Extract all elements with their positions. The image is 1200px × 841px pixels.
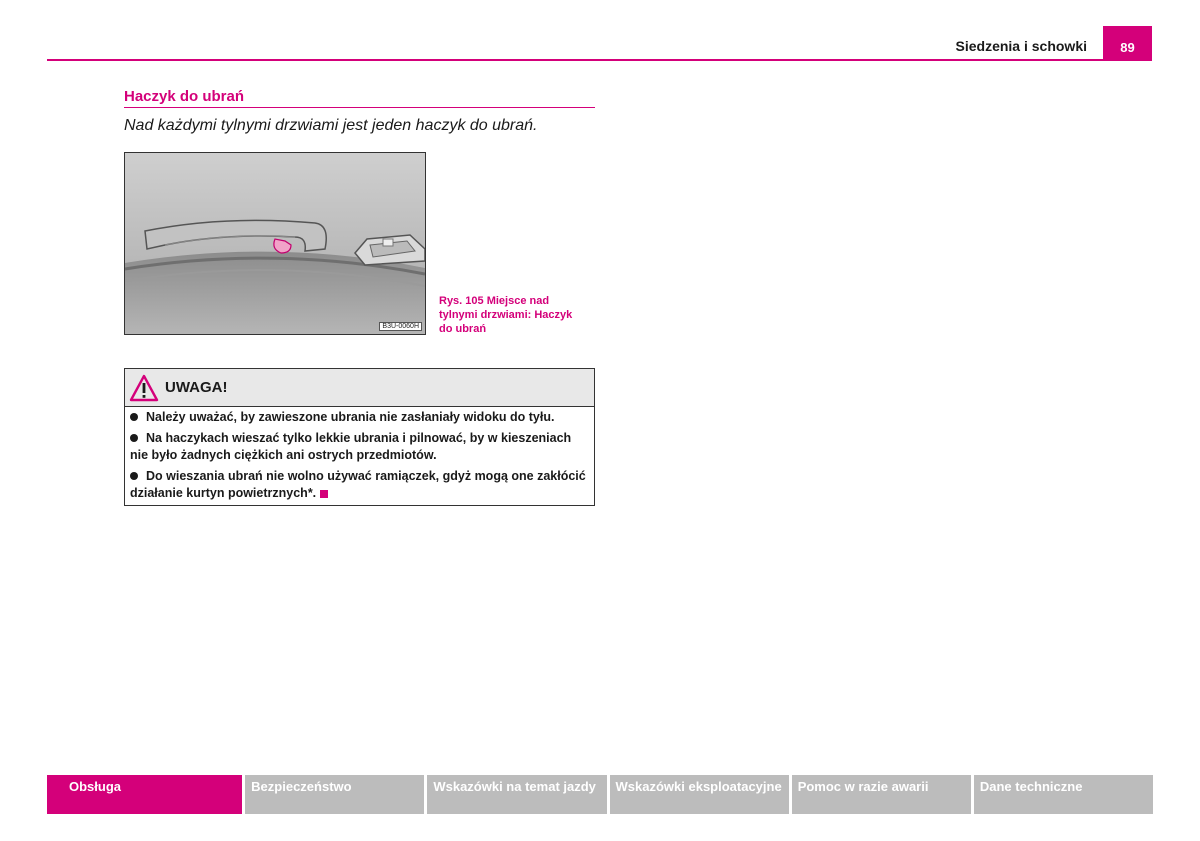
- intro-text: Nad każdymi tylnymi drzwiami jest jeden haczyk do ubrań.: [124, 117, 538, 134]
- tab-pomoc-awarii[interactable]: Pomoc w razie awarii: [792, 775, 971, 814]
- tab-wskazowki-jazdy[interactable]: Wskazówki na temat jazdy: [427, 775, 606, 814]
- page-number: 89: [1103, 26, 1152, 60]
- bullet-icon: [130, 434, 138, 442]
- end-of-section-icon: [320, 490, 328, 498]
- warning-item: Należy uważać, by zawieszone ubrania nie zasłaniały widoku do tyłu.: [130, 409, 586, 426]
- warning-item: Do wieszania ubrań nie wolno używać ramiączek, gdyż mogą one zakłócić działanie kurtyn powietrznych*.: [130, 469, 586, 500]
- figure-caption: Rys. 105 Miejsce nad tylnymi drzwiami: Haczyk do ubrań: [439, 295, 573, 335]
- bullet-icon: [130, 413, 138, 421]
- tab-bezpieczenstwo[interactable]: Bezpieczeństwo: [245, 775, 424, 814]
- heading-rule: [124, 107, 595, 108]
- warning-title: UWAGA!: [165, 379, 228, 396]
- warning-header: [125, 369, 594, 407]
- tab-obsluga[interactable]: Obsługa: [47, 775, 242, 814]
- warning-item: Na haczykach wieszać tylko lekkie ubrania i pilnować, by w kieszeniach nie było żadnych ciężkich ani ostrych przedmiotów.: [130, 431, 572, 462]
- footer-nav: [47, 775, 1153, 814]
- warning-triangle-icon: [129, 374, 159, 402]
- heading: Haczyk do ubrań: [124, 88, 245, 105]
- figure-image: [124, 152, 426, 335]
- figure-code: B3U-0060H: [379, 322, 422, 331]
- warning-box: [124, 368, 595, 506]
- tab-wskazowki-eksploatacyjne[interactable]: Wskazówki eksploatacyjne: [610, 775, 789, 814]
- section-title: Siedzenia i schowki: [955, 38, 1087, 54]
- warning-body: [125, 407, 594, 502]
- tab-dane-techniczne[interactable]: Dane techniczne: [974, 775, 1153, 814]
- coat-hook-illustration: [125, 153, 425, 334]
- bullet-icon: [130, 472, 138, 480]
- header-rule: [47, 59, 1152, 61]
